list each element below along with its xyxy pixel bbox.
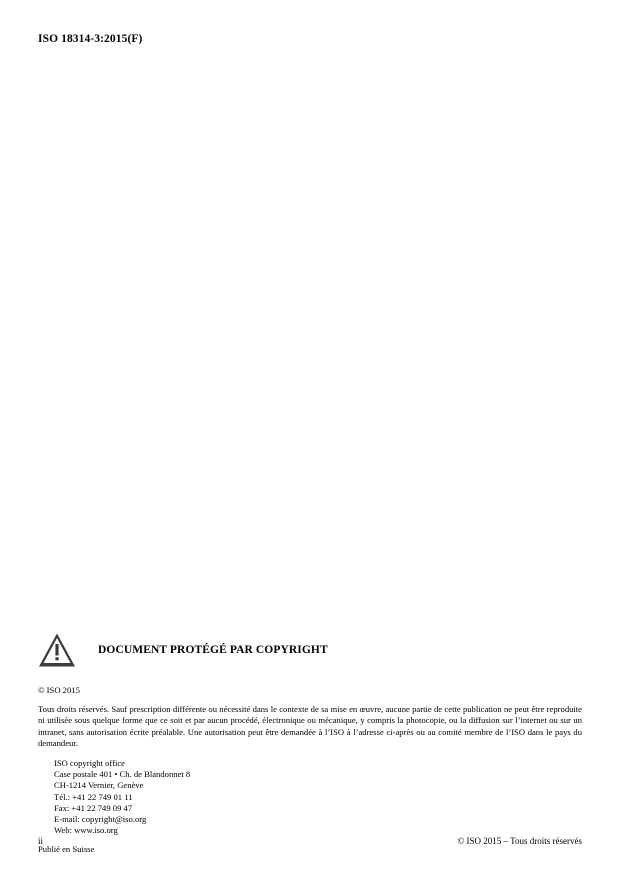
published-in: Publié en Suisse [38,844,95,855]
footer-rights: © ISO 2015 – Tous droits réservés [457,836,582,846]
address-fax: Fax: +41 22 749 09 47 [54,802,133,813]
address-web: Web: www.iso.org [54,825,118,836]
page-number: ii [38,836,44,846]
copyright-block [38,628,582,856]
page-footer [38,836,582,846]
address-city: CH-1214 Vernier, Genève [54,780,144,791]
warning-triangle-icon [38,632,76,668]
copyright-heading [38,628,582,672]
address-office: ISO copyright office [54,757,125,768]
iso-copyright-address [54,758,582,836]
document-reference: ISO 18314-3:2015(F) [38,33,143,45]
copyright-title: DOCUMENT PROTÉGÉ PAR COPYRIGHT [98,644,328,656]
address-email: E-mail: copyright@iso.org [54,813,147,824]
address-postal: Case postale 401 • Ch. de Blandonnet 8 [54,769,191,780]
copyright-paragraph: Tous droits réservés. Sauf prescription différente ou nécessité dans le contexte de sa mise en œuvre, aucune partie de cette publication ne peut être reproduite ni utilisée sous quelque forme que ce soit et par aucun procédé, électronique ou mécanique, y compris la photocopie, ou la diffusion sur l’internet ou sur un intranet, sans autorisation écrite préalable. Une autorisation peut être demandée à l’ISO à l’adresse ci-après ou au comité membre de l’ISO dans le pays du demandeur. [38,704,582,748]
address-tel: Tél.: +41 22 749 01 11 [54,791,133,802]
copyright-notice: © ISO 2015 [38,685,80,695]
